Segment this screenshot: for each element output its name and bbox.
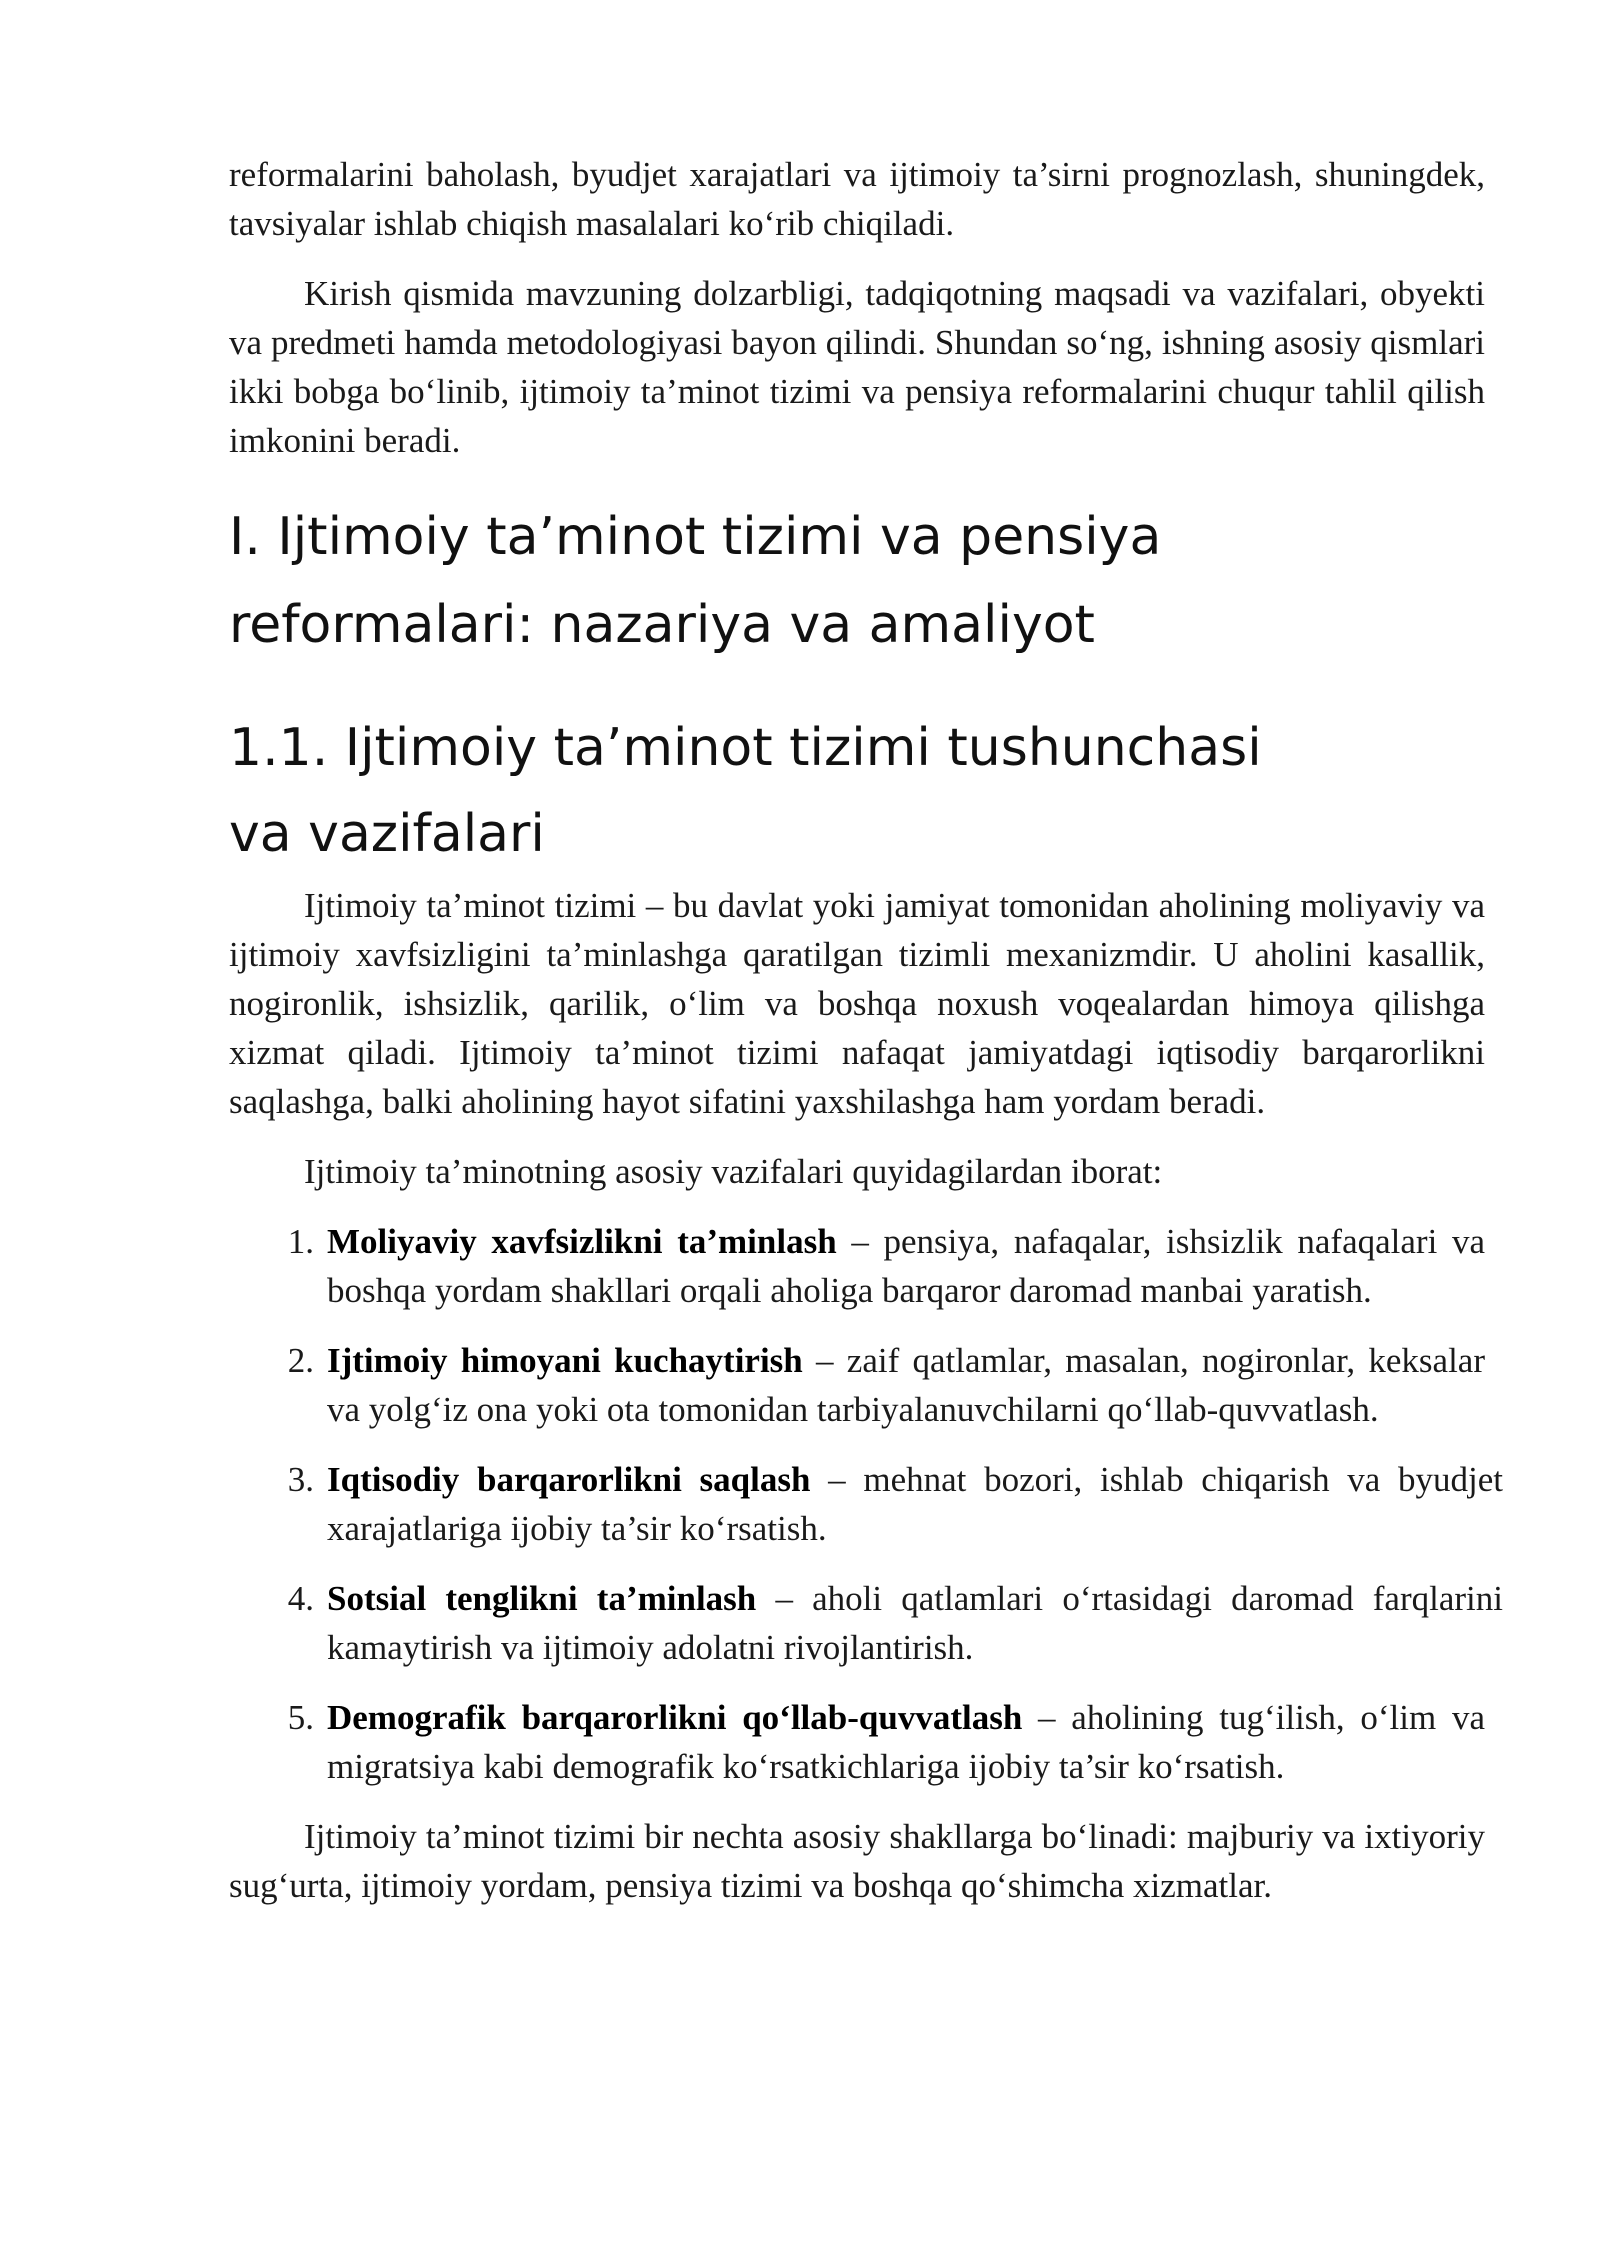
list-item-text: – pensiya, nafaqalar, ishsizlik nafaqalari va boshqa yordam shakllari orqali aholiga barqaror daromad manbai yaratish. xyxy=(327,1222,1486,1310)
document-page xyxy=(229,150,1503,1931)
list-item-term: Moliyaviy xavfsizlikni ta’minlash xyxy=(327,1222,837,1261)
list-item xyxy=(229,1693,1485,1791)
list-item xyxy=(229,1336,1485,1434)
list-item-text: – aholining tug‘ilish, o‘lim va migratsiya kabi demografik ko‘rsatkichlariga ijobiy ta’sir ko‘rsatish. xyxy=(327,1698,1485,1786)
list-item xyxy=(229,1217,1485,1315)
list-item-term: Ijtimoiy himoyani kuchaytirish xyxy=(327,1341,803,1380)
list-item-number: 2. xyxy=(287,1341,314,1380)
list-item-number: 4. xyxy=(287,1579,314,1618)
list-item-number: 5. xyxy=(287,1698,314,1737)
list-item-text: – zaif qatlamlar, masalan, nogironlar, keksalar va yolg‘iz ona yoki ota tomonidan tarbiyalanuvchilarni qo‘llab-quvvatlash. xyxy=(327,1341,1485,1429)
list-item-term: Sotsial tenglikni ta’minlash xyxy=(327,1579,757,1618)
list-item-text: – aholi qatlamlari o‘rtasidagi daromad farqlarini kamaytirish va ijtimoiy adolatni rivojlantirish. xyxy=(327,1579,1503,1667)
list-item-term: Demografik barqarorlikni qo‘llab-quvvatlash xyxy=(327,1698,1023,1737)
definition-paragraph: Ijtimoiy ta’minot tizimi – bu davlat yoki jamiyat tomonidan aholining moliyaviy va ijtimoiy xavfsizligini ta’minlashga qaratilgan tizimli mexanizmdir. U aholini kasallik, nogironlik, ishsizlik, qarilik, o‘lim va boshqa noxush voqealardan himoya qilishga xizmat qiladi. Ijtimoiy ta’minot tizimi nafaqat jamiyatdagi iqtisodiy barqarorlikni saqlashga, balki aholining hayot sifatini yaxshilashga ham yordam beradi. xyxy=(229,886,1485,1121)
list-item-number: 1. xyxy=(287,1222,314,1261)
intro-paragraph: Kirish qismida mavzuning dolzarbligi, tadqiqotning maqsadi va vazifalari, obyekti va predmeti hamda metodologiyasi bayon qilindi. Shundan so‘ng, ishning asosiy qismlari ikki bobga bo‘linib, ijtimoiy ta’minot tizimi va pensiya reformalarini chuqur tahlil qilish imkonini beradi. xyxy=(229,274,1485,460)
functions-list xyxy=(229,1217,1503,1791)
forms-paragraph: Ijtimoiy ta’minot tizimi bir nechta asosiy shakllarga bo‘linadi: majburiy va ixtiyoriy sug‘urta, ijtimoiy yordam, pensiya tizimi va boshqa qo‘shimcha xizmatlar. xyxy=(229,1817,1485,1905)
list-item-term: Iqtisodiy barqarorlikni saqlash xyxy=(327,1460,811,1499)
list-item xyxy=(229,1455,1503,1553)
section-heading: 1.1. Ijtimoiy ta’minot tizimi tushunchasi va vazifalari xyxy=(229,718,1262,864)
list-intro-paragraph: Ijtimoiy ta’minotning asosiy vazifalari quyidagilardan iborat: xyxy=(304,1152,1163,1191)
intro-paragraph-continuation: reformalarini baholash, byudjet xarajatlari va ijtimoiy ta’sirni prognozlash, shuningdek, tavsiyalar ishlab chiqish masalalari ko‘rib chiqiladi. xyxy=(229,155,1485,243)
list-item xyxy=(229,1574,1503,1672)
list-item-text: – mehnat bozori, ishlab chiqarish va byudjet xarajatlariga ijobiy ta’sir ko‘rsatish. xyxy=(327,1460,1503,1548)
chapter-heading: I. Ijtimoiy ta’minot tizimi va pensiya reformalari: nazariya va amaliyot xyxy=(229,507,1162,655)
list-item-number: 3. xyxy=(287,1460,314,1499)
